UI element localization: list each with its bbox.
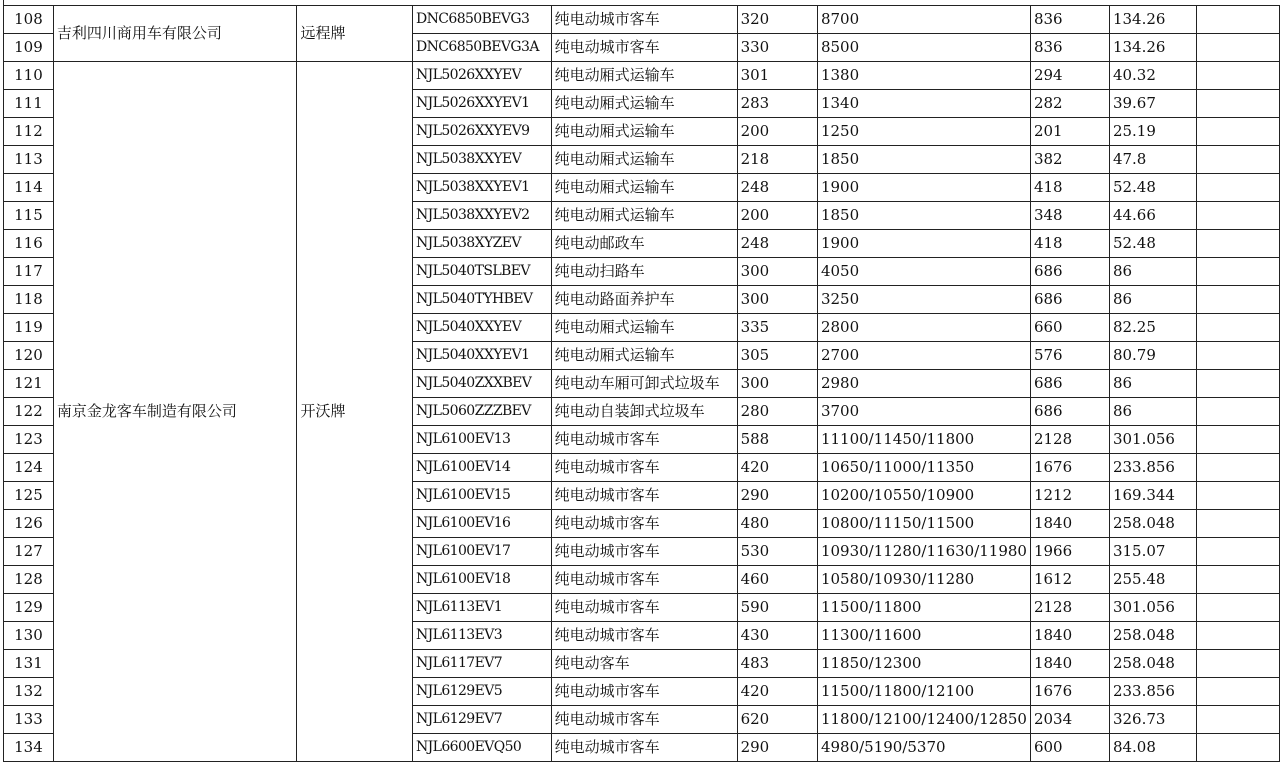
vehicle-type-cell: 纯电动邮政车: [551, 230, 737, 258]
model-cell: NJL5038XXYEV1: [413, 174, 552, 202]
row-number-cell: 128: [4, 566, 54, 594]
vehicle-type-cell: 纯电动厢式运输车: [551, 314, 737, 342]
model-cell: NJL6113EV1: [413, 594, 552, 622]
mass-cell: 10650/11000/11350: [817, 454, 1030, 482]
row-number-cell: 116: [4, 230, 54, 258]
row-number-cell: 115: [4, 202, 54, 230]
vehicle-catalog-table: [3, 5, 1280, 762]
capacity-cell: 686: [1030, 398, 1109, 426]
model-cell: NJL6100EV14: [413, 454, 552, 482]
range-cell: 280: [737, 398, 817, 426]
model-cell: NJL6100EV13: [413, 426, 552, 454]
model-cell: NJL6100EV17: [413, 538, 552, 566]
mass-cell: 10930/11280/11630/11980: [817, 538, 1030, 566]
vehicle-type-cell: 纯电动厢式运输车: [551, 90, 737, 118]
model-cell: NJL6600EVQ50: [413, 734, 552, 762]
mass-cell: 1900: [817, 174, 1030, 202]
range-cell: 305: [737, 342, 817, 370]
capacity-cell: 418: [1030, 230, 1109, 258]
mass-cell: 11100/11450/11800: [817, 426, 1030, 454]
vehicle-type-cell: 纯电动厢式运输车: [551, 62, 737, 90]
capacity-cell: 660: [1030, 314, 1109, 342]
range-cell: 200: [737, 118, 817, 146]
energy-cell: 84.08: [1109, 734, 1196, 762]
range-cell: 590: [737, 594, 817, 622]
range-cell: 200: [737, 202, 817, 230]
energy-cell: 40.32: [1109, 62, 1196, 90]
vehicle-type-cell: 纯电动客车: [551, 650, 737, 678]
mass-cell: 8500: [817, 34, 1030, 62]
range-cell: 430: [737, 622, 817, 650]
energy-cell: 169.344: [1109, 482, 1196, 510]
company-cell: 南京金龙客车制造有限公司: [53, 62, 297, 762]
capacity-cell: 576: [1030, 342, 1109, 370]
row-number-cell: 124: [4, 454, 54, 482]
model-cell: NJL6100EV16: [413, 510, 552, 538]
note-cell: [1197, 258, 1280, 286]
note-cell: [1197, 566, 1280, 594]
note-cell: [1197, 650, 1280, 678]
table-row: [4, 62, 1280, 90]
mass-cell: 11800/12100/12400/12850: [817, 706, 1030, 734]
row-number-cell: 113: [4, 146, 54, 174]
model-cell: NJL5026XXYEV9: [413, 118, 552, 146]
capacity-cell: 2128: [1030, 594, 1109, 622]
mass-cell: 11500/11800: [817, 594, 1030, 622]
row-number-cell: 122: [4, 398, 54, 426]
capacity-cell: 1676: [1030, 454, 1109, 482]
vehicle-type-cell: 纯电动城市客车: [551, 426, 737, 454]
model-cell: NJL5040TSLBEV: [413, 258, 552, 286]
energy-cell: 233.856: [1109, 678, 1196, 706]
capacity-cell: 1612: [1030, 566, 1109, 594]
note-cell: [1197, 510, 1280, 538]
row-number-cell: 117: [4, 258, 54, 286]
model-cell: NJL6113EV3: [413, 622, 552, 650]
model-cell: NJL5038XXYEV: [413, 146, 552, 174]
brand-cell: 远程牌: [297, 6, 413, 62]
mass-cell: 2800: [817, 314, 1030, 342]
model-cell: NJL6129EV7: [413, 706, 552, 734]
vehicle-type-cell: 纯电动城市客车: [551, 622, 737, 650]
note-cell: [1197, 62, 1280, 90]
capacity-cell: 201: [1030, 118, 1109, 146]
capacity-cell: 1676: [1030, 678, 1109, 706]
company-cell: 吉利四川商用车有限公司: [53, 6, 297, 62]
energy-cell: 255.48: [1109, 566, 1196, 594]
row-number-cell: 133: [4, 706, 54, 734]
vehicle-type-cell: 纯电动扫路车: [551, 258, 737, 286]
brand-cell: 开沃牌: [297, 62, 413, 762]
note-cell: [1197, 286, 1280, 314]
note-cell: [1197, 734, 1280, 762]
note-cell: [1197, 678, 1280, 706]
mass-cell: 10800/11150/11500: [817, 510, 1030, 538]
energy-cell: 233.856: [1109, 454, 1196, 482]
energy-cell: 134.26: [1109, 34, 1196, 62]
note-cell: [1197, 6, 1280, 34]
capacity-cell: 382: [1030, 146, 1109, 174]
model-cell: NJL5040ZXXBEV: [413, 370, 552, 398]
note-cell: [1197, 398, 1280, 426]
range-cell: 530: [737, 538, 817, 566]
energy-cell: 82.25: [1109, 314, 1196, 342]
mass-cell: 2980: [817, 370, 1030, 398]
vehicle-type-cell: 纯电动城市客车: [551, 34, 737, 62]
capacity-cell: 686: [1030, 370, 1109, 398]
range-cell: 588: [737, 426, 817, 454]
capacity-cell: 1840: [1030, 650, 1109, 678]
row-number-cell: 126: [4, 510, 54, 538]
model-cell: NJL5026XXYEV1: [413, 90, 552, 118]
capacity-cell: 600: [1030, 734, 1109, 762]
row-number-cell: 114: [4, 174, 54, 202]
vehicle-type-cell: 纯电动厢式运输车: [551, 202, 737, 230]
capacity-cell: 348: [1030, 202, 1109, 230]
range-cell: 483: [737, 650, 817, 678]
mass-cell: 1850: [817, 146, 1030, 174]
range-cell: 420: [737, 454, 817, 482]
note-cell: [1197, 426, 1280, 454]
range-cell: 480: [737, 510, 817, 538]
range-cell: 300: [737, 370, 817, 398]
range-cell: 290: [737, 734, 817, 762]
note-cell: [1197, 594, 1280, 622]
capacity-cell: 2128: [1030, 426, 1109, 454]
energy-cell: 39.67: [1109, 90, 1196, 118]
range-cell: 300: [737, 286, 817, 314]
mass-cell: 1380: [817, 62, 1030, 90]
row-number-cell: 118: [4, 286, 54, 314]
energy-cell: 44.66: [1109, 202, 1196, 230]
energy-cell: 52.48: [1109, 230, 1196, 258]
energy-cell: 86: [1109, 258, 1196, 286]
energy-cell: 86: [1109, 286, 1196, 314]
capacity-cell: 1840: [1030, 510, 1109, 538]
range-cell: 218: [737, 146, 817, 174]
vehicle-type-cell: 纯电动路面养护车: [551, 286, 737, 314]
capacity-cell: 686: [1030, 286, 1109, 314]
vehicle-type-cell: 纯电动城市客车: [551, 6, 737, 34]
mass-cell: 11500/11800/12100: [817, 678, 1030, 706]
table-body: [4, 6, 1280, 762]
note-cell: [1197, 370, 1280, 398]
mass-cell: 1340: [817, 90, 1030, 118]
model-cell: NJL5040XXYEV1: [413, 342, 552, 370]
row-number-cell: 130: [4, 622, 54, 650]
model-cell: NJL6100EV18: [413, 566, 552, 594]
note-cell: [1197, 118, 1280, 146]
mass-cell: 11850/12300: [817, 650, 1030, 678]
vehicle-type-cell: 纯电动城市客车: [551, 594, 737, 622]
model-cell: NJL6100EV15: [413, 482, 552, 510]
model-cell: NJL6129EV5: [413, 678, 552, 706]
capacity-cell: 1212: [1030, 482, 1109, 510]
vehicle-type-cell: 纯电动城市客车: [551, 706, 737, 734]
energy-cell: 301.056: [1109, 426, 1196, 454]
row-number-cell: 132: [4, 678, 54, 706]
note-cell: [1197, 314, 1280, 342]
note-cell: [1197, 90, 1280, 118]
vehicle-type-cell: 纯电动城市客车: [551, 510, 737, 538]
row-number-cell: 120: [4, 342, 54, 370]
vehicle-type-cell: 纯电动城市客车: [551, 566, 737, 594]
note-cell: [1197, 538, 1280, 566]
vehicle-type-cell: 纯电动城市客车: [551, 454, 737, 482]
row-number-cell: 110: [4, 62, 54, 90]
note-cell: [1197, 342, 1280, 370]
note-cell: [1197, 146, 1280, 174]
capacity-cell: 836: [1030, 34, 1109, 62]
capacity-cell: 2034: [1030, 706, 1109, 734]
row-number-cell: 125: [4, 482, 54, 510]
mass-cell: 4050: [817, 258, 1030, 286]
range-cell: 248: [737, 230, 817, 258]
mass-cell: 1850: [817, 202, 1030, 230]
energy-cell: 258.048: [1109, 510, 1196, 538]
range-cell: 320: [737, 6, 817, 34]
note-cell: [1197, 230, 1280, 258]
note-cell: [1197, 34, 1280, 62]
range-cell: 330: [737, 34, 817, 62]
row-number-cell: 127: [4, 538, 54, 566]
range-cell: 248: [737, 174, 817, 202]
energy-cell: 134.26: [1109, 6, 1196, 34]
row-number-cell: 119: [4, 314, 54, 342]
vehicle-type-cell: 纯电动城市客车: [551, 538, 737, 566]
mass-cell: 2700: [817, 342, 1030, 370]
note-cell: [1197, 706, 1280, 734]
energy-cell: 258.048: [1109, 622, 1196, 650]
energy-cell: 86: [1109, 398, 1196, 426]
energy-cell: 47.8: [1109, 146, 1196, 174]
range-cell: 301: [737, 62, 817, 90]
mass-cell: 3250: [817, 286, 1030, 314]
range-cell: 300: [737, 258, 817, 286]
row-number-cell: 108: [4, 6, 54, 34]
vehicle-type-cell: 纯电动厢式运输车: [551, 118, 737, 146]
vehicle-type-cell: 纯电动厢式运输车: [551, 342, 737, 370]
model-cell: NJL5040TYHBEV: [413, 286, 552, 314]
model-cell: NJL5038XXYEV2: [413, 202, 552, 230]
note-cell: [1197, 454, 1280, 482]
range-cell: 460: [737, 566, 817, 594]
mass-cell: 8700: [817, 6, 1030, 34]
mass-cell: 3700: [817, 398, 1030, 426]
vehicle-type-cell: 纯电动城市客车: [551, 482, 737, 510]
model-cell: NJL6117EV7: [413, 650, 552, 678]
range-cell: 620: [737, 706, 817, 734]
capacity-cell: 282: [1030, 90, 1109, 118]
energy-cell: 326.73: [1109, 706, 1196, 734]
vehicle-type-cell: 纯电动厢式运输车: [551, 174, 737, 202]
range-cell: 335: [737, 314, 817, 342]
mass-cell: 11300/11600: [817, 622, 1030, 650]
mass-cell: 1900: [817, 230, 1030, 258]
capacity-cell: 1840: [1030, 622, 1109, 650]
range-cell: 290: [737, 482, 817, 510]
model-cell: NJL5040XXYEV: [413, 314, 552, 342]
vehicle-type-cell: 纯电动城市客车: [551, 734, 737, 762]
capacity-cell: 1966: [1030, 538, 1109, 566]
model-cell: DNC6850BEVG3A: [413, 34, 552, 62]
energy-cell: 301.056: [1109, 594, 1196, 622]
note-cell: [1197, 202, 1280, 230]
note-cell: [1197, 622, 1280, 650]
vehicle-type-cell: 纯电动城市客车: [551, 678, 737, 706]
capacity-cell: 686: [1030, 258, 1109, 286]
mass-cell: 10200/10550/10900: [817, 482, 1030, 510]
row-number-cell: 134: [4, 734, 54, 762]
note-cell: [1197, 174, 1280, 202]
mass-cell: 1250: [817, 118, 1030, 146]
row-number-cell: 112: [4, 118, 54, 146]
model-cell: NJL5026XXYEV: [413, 62, 552, 90]
capacity-cell: 294: [1030, 62, 1109, 90]
energy-cell: 52.48: [1109, 174, 1196, 202]
capacity-cell: 418: [1030, 174, 1109, 202]
row-number-cell: 121: [4, 370, 54, 398]
mass-cell: 10580/10930/11280: [817, 566, 1030, 594]
vehicle-type-cell: 纯电动自装卸式垃圾车: [551, 398, 737, 426]
energy-cell: 258.048: [1109, 650, 1196, 678]
energy-cell: 86: [1109, 370, 1196, 398]
model-cell: NJL5060ZZZBEV: [413, 398, 552, 426]
range-cell: 283: [737, 90, 817, 118]
model-cell: NJL5038XYZEV: [413, 230, 552, 258]
note-cell: [1197, 482, 1280, 510]
table-row: [4, 6, 1280, 34]
energy-cell: 25.19: [1109, 118, 1196, 146]
row-number-cell: 123: [4, 426, 54, 454]
capacity-cell: 836: [1030, 6, 1109, 34]
vehicle-type-cell: 纯电动厢式运输车: [551, 146, 737, 174]
energy-cell: 80.79: [1109, 342, 1196, 370]
vehicle-type-cell: 纯电动车厢可卸式垃圾车: [551, 370, 737, 398]
energy-cell: 315.07: [1109, 538, 1196, 566]
mass-cell: 4980/5190/5370: [817, 734, 1030, 762]
row-number-cell: 131: [4, 650, 54, 678]
range-cell: 420: [737, 678, 817, 706]
row-number-cell: 111: [4, 90, 54, 118]
row-number-cell: 109: [4, 34, 54, 62]
row-number-cell: 129: [4, 594, 54, 622]
model-cell: DNC6850BEVG3: [413, 6, 552, 34]
